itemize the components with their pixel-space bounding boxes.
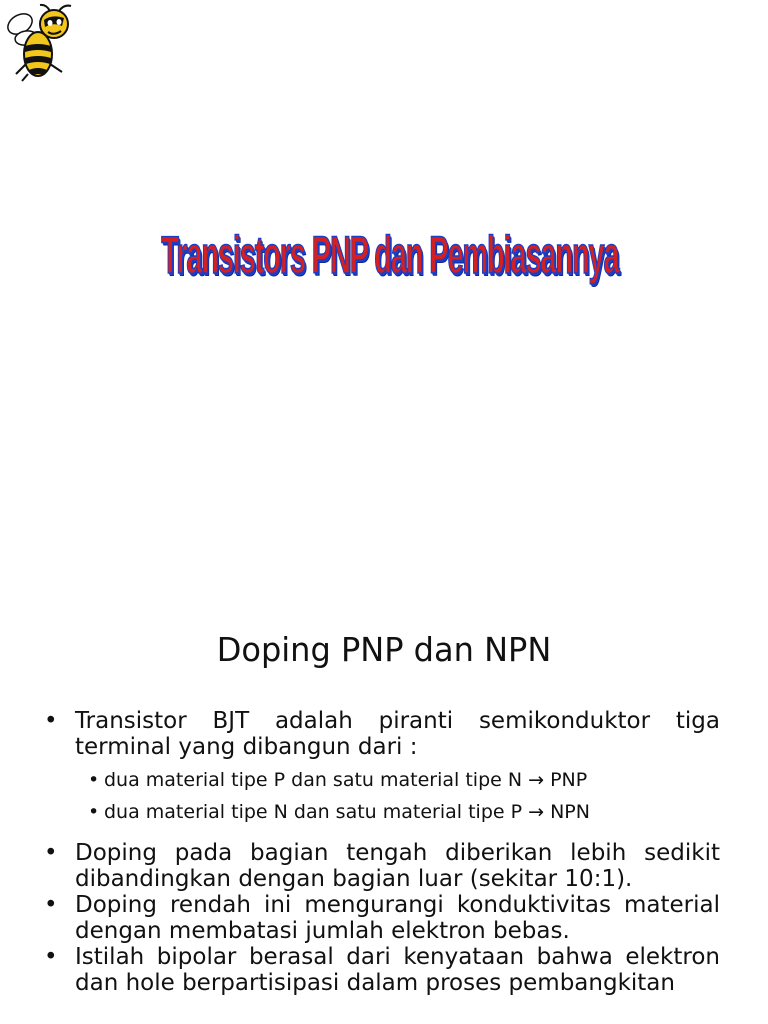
bullet-icon: • — [44, 944, 58, 970]
sub-list-item — [44, 764, 720, 796]
bullet-icon: • — [88, 801, 100, 823]
bullet-icon: • — [88, 769, 100, 791]
bullet-text: Doping pada bagian tengah diberikan lebih sedikit dibandingkan dengan bagian luar (sekitar 10:1). — [75, 840, 720, 892]
slide-2 — [0, 576, 768, 1024]
bullet-icon: • — [44, 708, 58, 734]
list-item — [44, 840, 720, 892]
list-item — [44, 892, 720, 944]
sub-bullet-text: dua material tipe N dan satu material tipe P → NPN — [104, 801, 590, 823]
bullet-text: Doping rendah ini mengurangi konduktivitas material dengan membatasi jumlah elektron bebas. — [75, 892, 720, 944]
sub-list-item — [44, 796, 720, 828]
sub-bullet-text: dua material tipe P dan satu material tipe N → PNP — [104, 769, 588, 791]
hornet-mascot-icon — [4, 2, 80, 82]
bullet-icon: • — [44, 840, 58, 866]
slide-2-title: Doping PNP dan NPN — [216, 630, 552, 669]
bullet-list — [44, 708, 720, 996]
bullet-text: Istilah bipolar berasal dari kenyataan bahwa elektron dan hole berpartisipasi dalam proses pembangkitan — [75, 944, 720, 996]
spacer — [44, 828, 720, 840]
slide-1-title: Transistors PNP dan Pembiasannya — [161, 225, 619, 285]
bullet-text: Transistor BJT adalah piranti semikonduktor tiga terminal yang dibangun dari : — [75, 708, 720, 760]
bullet-icon: • — [44, 892, 58, 918]
list-item — [44, 944, 720, 996]
list-item — [44, 708, 720, 760]
